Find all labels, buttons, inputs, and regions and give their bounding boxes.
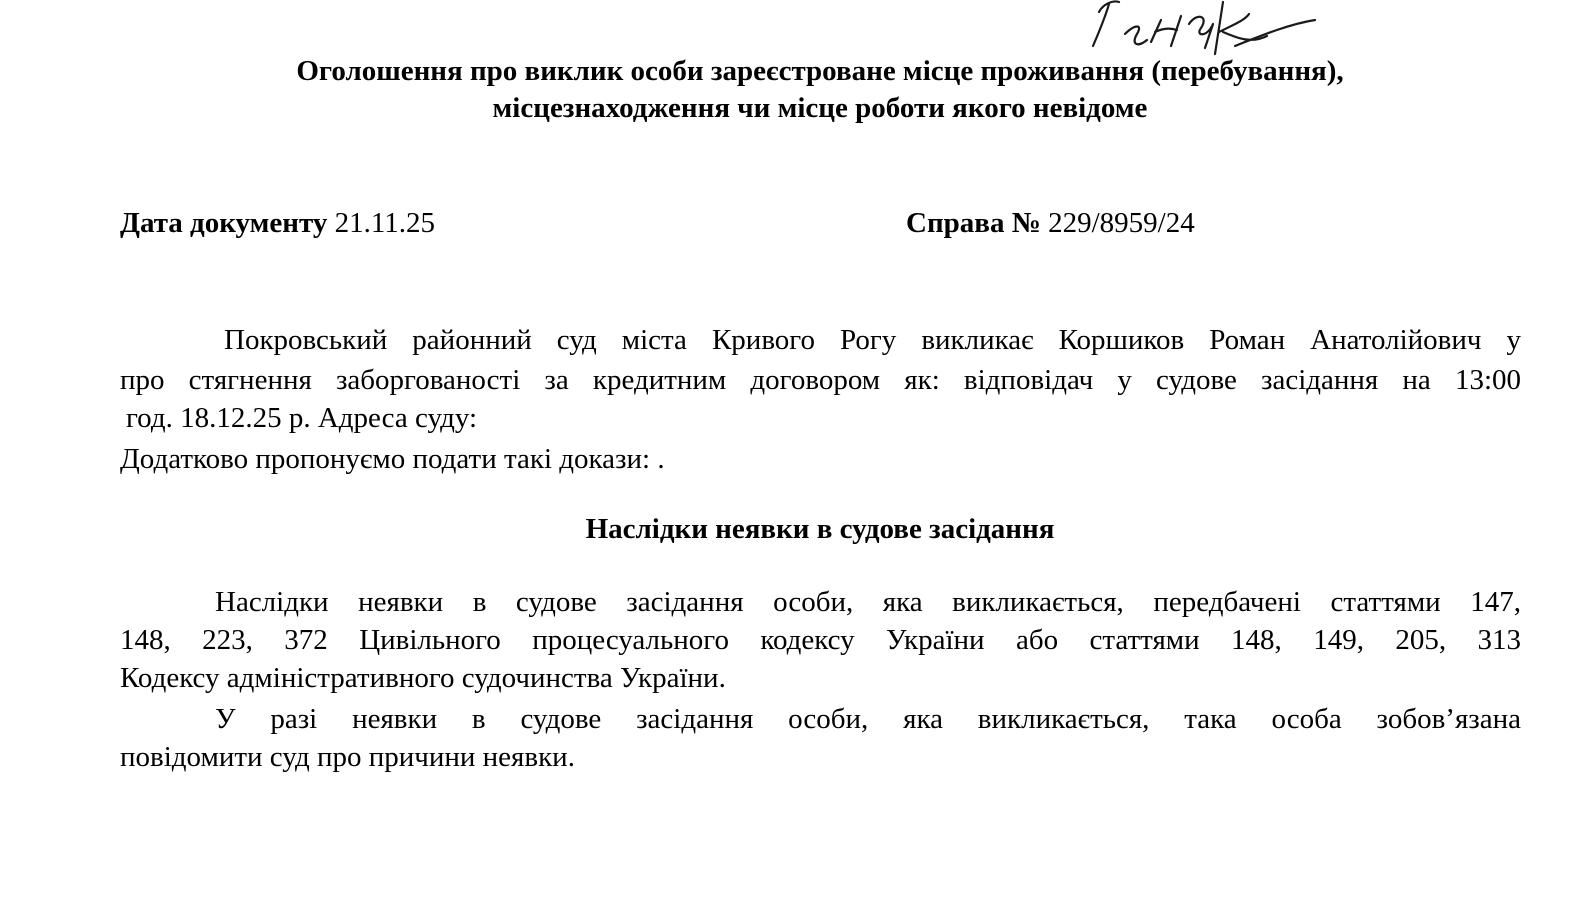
- case-number: [906, 205, 1195, 241]
- document-date-label: Дата документу: [120, 207, 328, 239]
- case-number-label: Справа №: [906, 207, 1041, 239]
- document-date: [120, 205, 435, 241]
- handwritten-signature: [1085, 0, 1325, 60]
- consequences-line-2: 148, 223, 372 Цивільного процесуального кодексу України або статтями 148, 149, 205, 313: [120, 624, 1521, 656]
- summons-line-3: год. 18.12.25 р. Адреса суду:: [126, 402, 478, 434]
- consequences-line-3: Кодексу адміністративного судочинства України.: [120, 662, 726, 694]
- summons-line-2: про стягнення заборгованості за кредитним договором як: відповідач у судове засідання на 13:00: [120, 364, 1521, 396]
- evidence-request: Додатково пропонуємо подати такі докази: .: [120, 443, 665, 475]
- notice-title-line-2: місцезнаходження чи місце роботи якого невідоме: [492, 92, 1148, 124]
- absence-line-2: повідомити суд про причини неявки.: [120, 741, 575, 773]
- document-date-value: 21.11.25: [334, 207, 436, 239]
- consequences-line-1: Наслідки неявки в судове засідання особи, яка викликається, передбачені статтями 147,: [215, 586, 1521, 618]
- notice-title-line-1: Оголошення про виклик особи зареєстроване місце проживання (перебування),: [296, 55, 1344, 87]
- consequences-heading: Наслідки неявки в судове засідання: [585, 513, 1055, 545]
- case-number-value: 229/8959/24: [1048, 207, 1195, 239]
- summons-line-1: Покровський районний суд міста Кривого Рогу викликає Коршиков Роман Анатолійович у: [224, 324, 1521, 356]
- absence-line-1: У разі неявки в судове засідання особи, яка викликається, така особа зобов’язана: [215, 703, 1521, 735]
